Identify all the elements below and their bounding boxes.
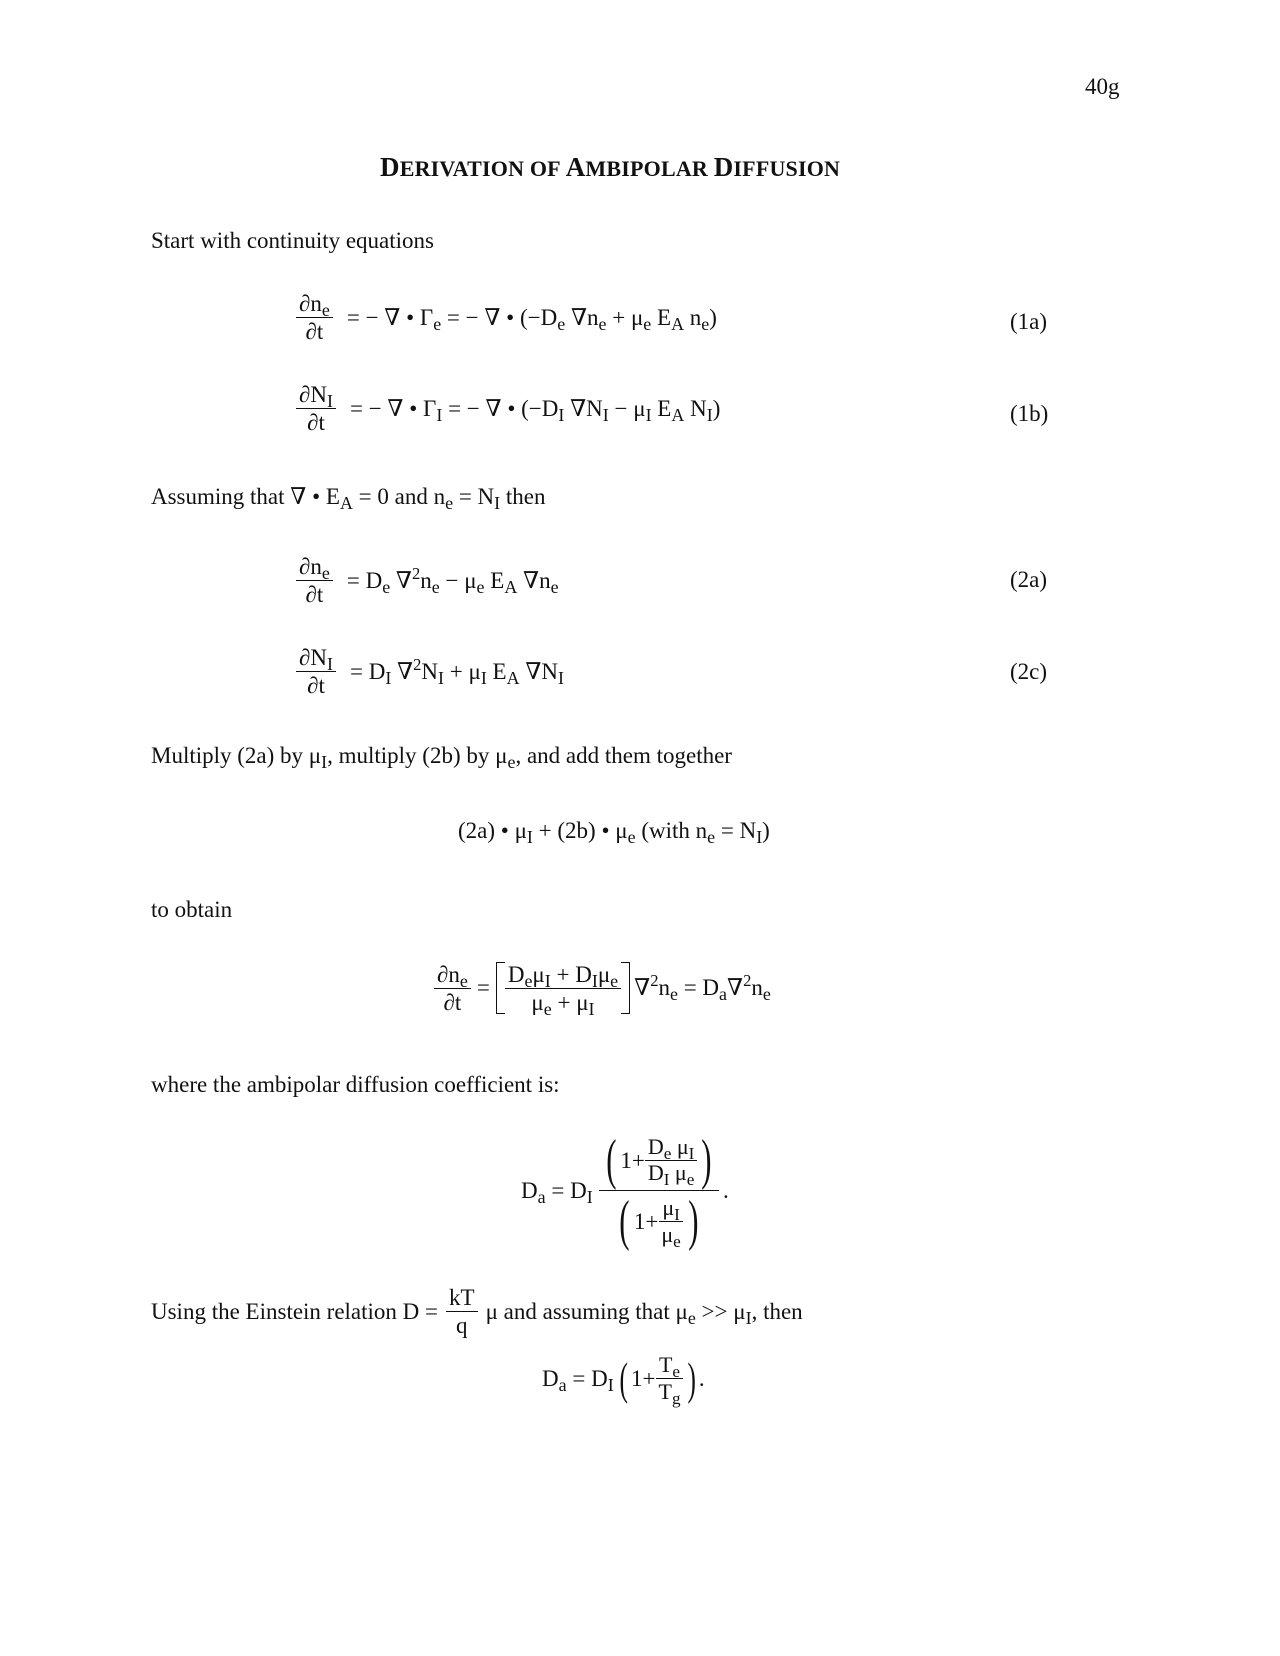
left-bracket [496,962,505,1014]
page-number: 40g [1085,74,1120,99]
paragraph-assumption: Assuming that ∇ • $E_A = 0$ and $n_e = N_I$ then [151,484,546,514]
fraction-kT-q: $\frac{kT}{q}$ [446,1286,478,1337]
page-title: DERIVATION OF AMBIPOLAR DIFFUSION [380,152,841,182]
fraction-Te-Tg: $\frac{T_e}{T_g}$ [655,1354,683,1403]
paragraph-multiply: Multiply (2a) by $\mu_I$, multiply (2b) by $\mu_e$, and add them together [151,743,732,773]
paragraph-einstein: Using the Einstein relation D = $\frac{kT}{q}$ μ and assuming that $\mu_e >> \mu_I$, then [151,1285,803,1338]
equation-ambipolar-result: $\frac{\partial n_e}{\partial t}$ = $\frac{D_e\mu_I + D_I\mu_e}{\mu_e + \mu_I}$ $\nabla^2n_e = D_a\nabla^2n_e$ [434,962,771,1014]
equation-da-full: $D_a = D_I$ ( 1+ $\frac{D_e \mu_I}{D_I \mu_e}$ ) ( 1+ $\frac{\mu_I}{\mu_e}$ ) . [521,1129,729,1252]
fraction-dne-dt-result: $\frac{\partial n_e}{\partial t}$ [434,963,471,1014]
fraction-dNI-dt-2c: $\frac{\partial N_I}{\partial t}$ [296,646,336,697]
equation-number-2a: (2a) [1010,567,1048,592]
fraction-dne-dt: $\frac{\partial n_e}{\partial t}$ [296,292,333,343]
paragraph-coefficient: where the ambipolar diffusion coefficient is: [151,1072,560,1097]
equation-number-1a: (1a) [1010,309,1048,334]
equation-2a: $\frac{\partial n_e}{\partial t}$ = $D_e$ $\nabla^2n_e - \mu_e$ $E_A$ $\nabla n_e$ [296,555,559,606]
equation-da-simplified: $D_a = D_I$ ( 1+ $\frac{T_e}{T_g}$ ) . [542,1352,705,1408]
fraction-dNI-dt: $\frac{\partial N_I}{\partial t}$ [296,383,336,434]
fraction-dne-dt-2a: $\frac{\partial n_e}{\partial t}$ [296,555,333,606]
paragraph-intro: Start with continuity equations [151,228,434,253]
fraction-ambipolar-coefficient: $\frac{D_e\mu_I + D_I\mu_e}{\mu_e + \mu_I}$ [505,963,621,1014]
equation-1a: $\frac{\partial n_e}{\partial t}$ = − ∇ • $\Gamma_e$ = − ∇ • ($-D_e$ $\nabla n_e + \mu_e$ $E_A$ $n_e$) [296,292,717,343]
equation-1b: $\frac{\partial N_I}{\partial t}$ = − ∇ • $\Gamma_I$ = − ∇ • ($-D_I$ $\nabla N_I - \mu_I$ $E_A$ $N_I$) [296,383,720,434]
right-bracket [621,962,630,1014]
equation-number-2c: (2c) [1010,659,1048,684]
equation-2c: $\frac{\partial N_I}{\partial t}$ = $D_I$ $\nabla^2N_I + \mu_I$ $E_A$ $\nabla N_I$ [296,646,564,697]
equation-combination: (2a) • $\mu_I + (2b)$ • $\mu_e$ (with $n_e = N_I$) [458,818,770,848]
fraction-da-ratio: ( 1+ $\frac{D_e \mu_I}{D_I \mu_e}$ ) ( 1+ $\frac{\mu_I}{\mu_e}$ ) [599,1132,719,1249]
equation-number-1b: (1b) [1010,401,1049,426]
paragraph-obtain: to obtain [151,897,233,922]
